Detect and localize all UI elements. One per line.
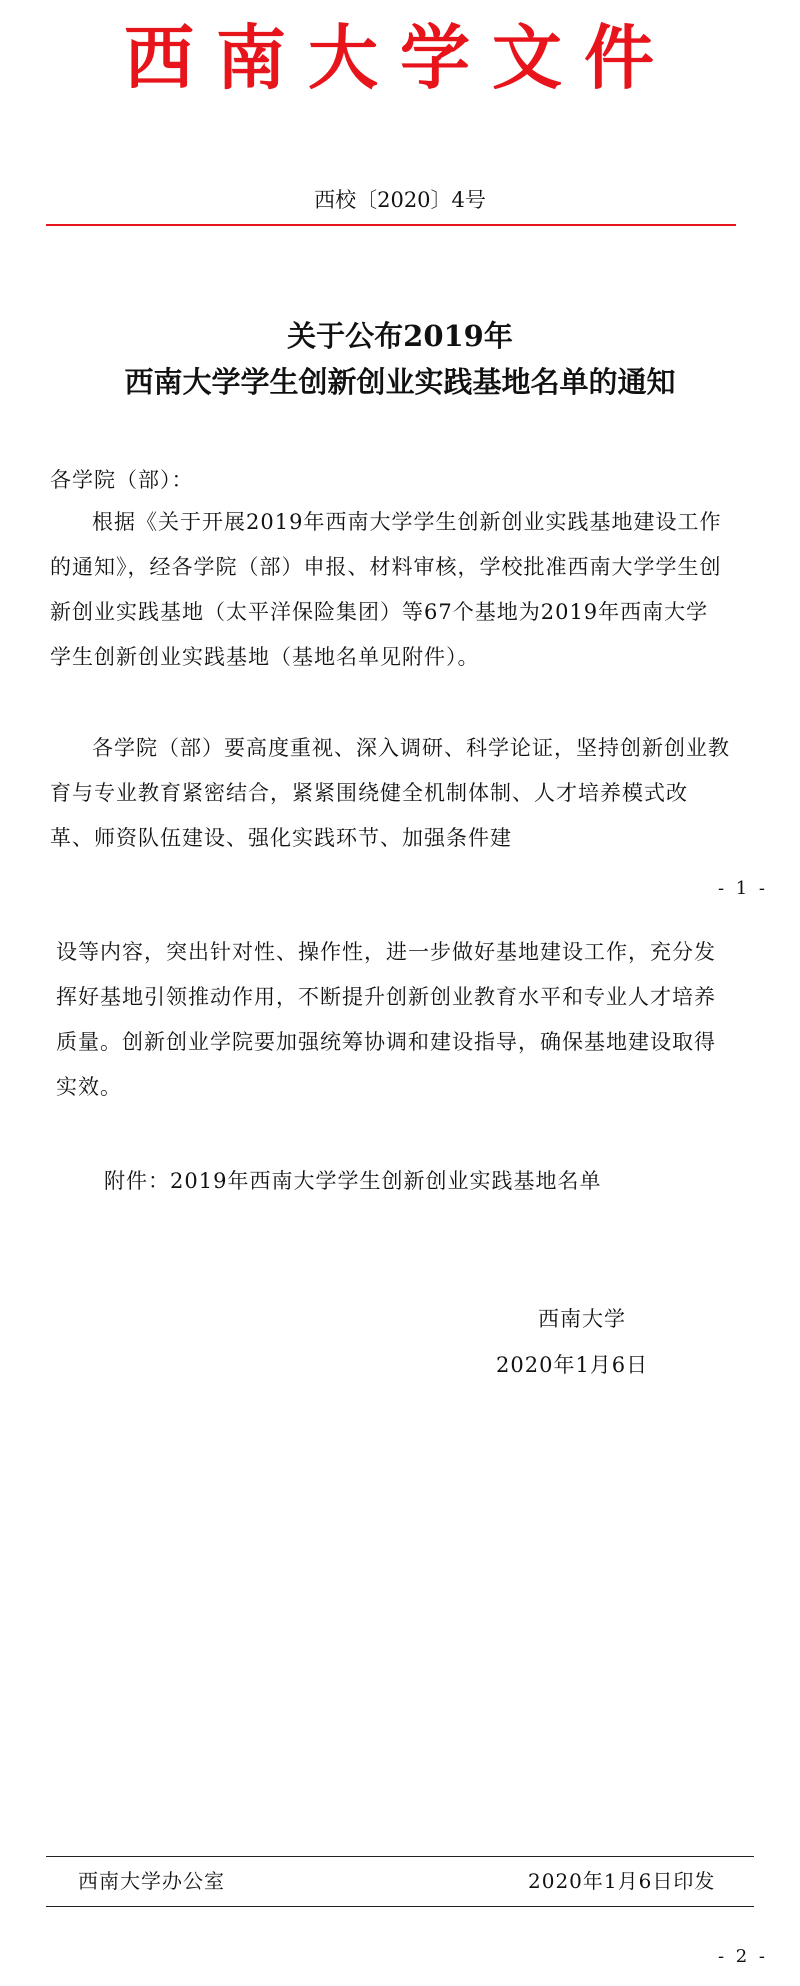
body-paragraph-1: 根据《关于开展2019年西南大学学生创新创业实践基地建设工作的通知》，经各学院（部）申报、材料审核，学校批准西南大学学生创新创业实践基地（太平洋保险集团）等67个基地为2019年西南大学学生创新创业实践基地（基地名单见附件）。 [50,510,722,669]
document-number: 西校〔2020〕4号 [314,188,486,212]
salutation: 各学院（部）： [50,468,194,492]
signature-organization: 西南大学 [538,1307,626,1331]
footer-issuer: 西南大学办公室 [78,1869,225,1893]
footer-bottom-rule [46,1906,754,1907]
red-separator-line [46,224,736,226]
page-number-2: - 2 - [717,1946,768,1967]
title-line-2: 西南大学学生创新创业实践基地名单的通知 [124,365,676,399]
body-paragraph-2-continued: 设等内容，突出针对性、操作性，进一步做好基地建设工作，充分发挥好基地引领推动作用，不断提升创新创业教育水平和专业人才培养质量。创新创业学院要加强统筹协调和建设指导，确保基地建设取得实效。 [56,940,716,1099]
signature-date: 2020年1月6日 [496,1353,649,1377]
document-masthead: 西南大学文件 [124,16,676,99]
title-line-1: 关于公布2019年 [287,319,513,353]
page-number-1: - 1 - [717,878,768,899]
attachment-line: 附件：2019年西南大学学生创新创业实践基地名单 [104,1169,602,1193]
footer-print-date: 2020年1月6日印发 [528,1869,716,1893]
body-paragraph-2: 各学院（部）要高度重视、深入调研、科学论证，坚持创新创业教育与专业教育紧密结合，紧紧围绕健全机制体制、人才培养模式改革、师资队伍建设、强化实践环节、加强条件建 [50,736,730,850]
footer-top-rule [46,1856,754,1857]
